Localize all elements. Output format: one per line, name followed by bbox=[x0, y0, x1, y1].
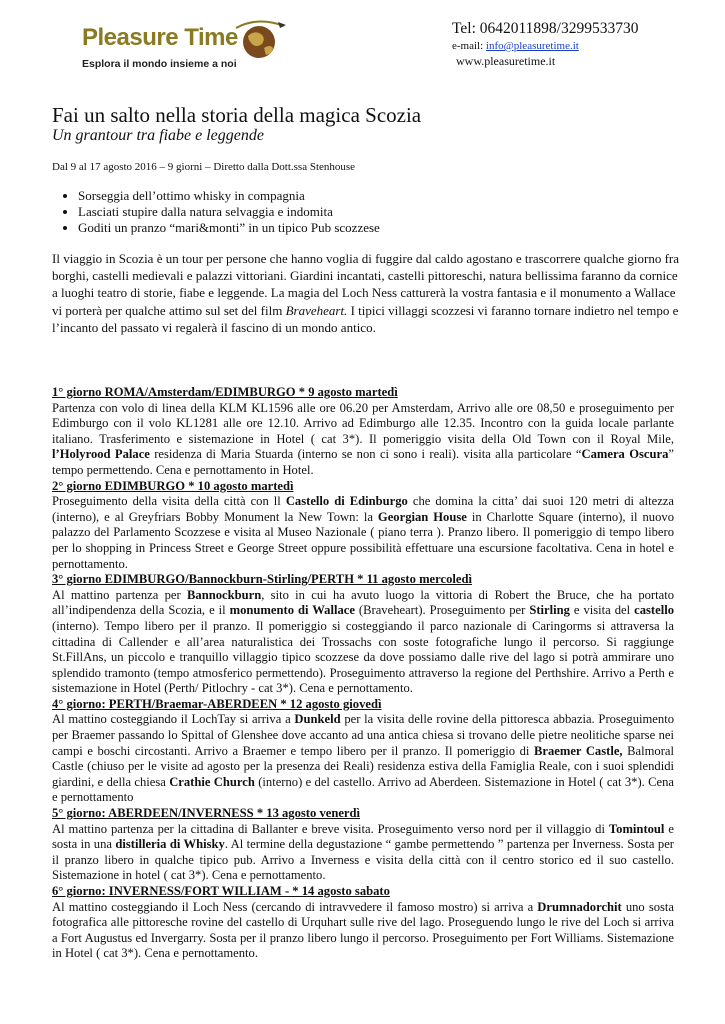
page-subtitle: Un grantour tra fiabe e leggende bbox=[52, 127, 264, 144]
trip-dates: Dal 9 al 17 agosto 2016 – 9 giorni – Diretto dalla Dott.ssa Stenhouse bbox=[52, 161, 356, 173]
day-6 bbox=[52, 884, 674, 962]
day-description: Al mattino costeggiando il Loch Ness (cercando di intravvedere il famoso mostro) si arriva a Drumnadorchit uno sosta fotografica alle pittoresche rovine del castello di Urquhart sulle rive del lago. Proseguendo lungo le rive del Loch si arriva a Fort Augustus ed Invergarry. Sosta per il pranzo libero lungo il percorso. Proseguimento per Fort Williams. Sistemazione in Hotel ( cat 3*). Cena e pernottamento. bbox=[52, 899, 675, 961]
day-description: Al mattino partenza per la cittadina di Ballanter e breve visita. Proseguimento verso nord per il villaggio di Tomintoul e sosta in una distilleria di Whisky. Al termine della degustazione “ gambe permettendo ” partenza per Inverness. Sosta per il pranzo libero in qualche tipico pub. Arrivo a Inverness e visita della città con il centro storico ed il suo castello. Sistemazione in hotel ( cat 3*). Cena e pernottamento. bbox=[52, 821, 674, 883]
email-label: e-mail: bbox=[452, 40, 486, 52]
list-item: • Sorseggia dell’ottimo whisky in compagnia bbox=[78, 188, 380, 204]
day-description: Proseguimento della visita della città con ll Castello di Edinburgo che domina la citta’ dai suoi 120 metri di altezza (interno), e al Greyfriars Bobby Monument la New Town: la Georgian House in Charlotte Square (interno), il nuovo palazzo del Parlamento Scozzese e visita al Museo Nazionale ( piano terra ). Pranzo libero. Il pomeriggio di tempo libero per lo shopping in Princess Street e George Street oppure possibilità effettuare una escursione facoltativa. Cena in hotel e pernottamento. bbox=[52, 494, 674, 571]
day-3 bbox=[52, 572, 674, 697]
intro-film-title: Braveheart. bbox=[285, 302, 348, 318]
day-4 bbox=[52, 697, 674, 806]
globe-airplane-icon bbox=[228, 18, 290, 62]
itinerary bbox=[52, 385, 674, 962]
day-5 bbox=[52, 806, 674, 884]
day-title: 2° giorno EDIMBURGO * 10 agosto martedì bbox=[52, 478, 294, 493]
day-title: 1° giorno ROMA/Amsterdam/EDIMBURGO * 9 agosto martedì bbox=[52, 385, 398, 399]
day-title: 4° giorno: PERTH/Braemar-ABERDEEN * 12 agosto giovedì bbox=[52, 696, 382, 711]
phone-number: Tel: 0642011898/3299533730 bbox=[452, 20, 639, 37]
day-title: 3° giorno EDIMBURGO/Bannockburn-Stirling/PERTH * 11 agosto mercoledì bbox=[52, 572, 472, 587]
day-description: Al mattino costeggiando il LochTay si arriva a Dunkeld per la visita delle rovine della pittoresca abbazia. Proseguimento per Braemer passando lo Spittal of Glenshee dove accanto ad una antica chiesa si trovano delle pietre neolitiche sparse nei campi e boschi circostanti. Arrivo a Braemer e tempo libero per il pranzo. Il pomeriggio di Braemer Castle, Balmoral Castle (chiuso per le visite ad agosto per la presenza dei Reali) residenza estiva della Famiglia Reale, con i suoi splendidi giardini, e della chiesa Crathie Church (interno) e del castello. Arrivo ad Aberdeen. Sistemazione in Hotel ( cat 3*). Cena e pernottamento bbox=[52, 712, 674, 805]
day-description: Partenza con volo di linea della KLM KL1596 alle ore 06.20 per Amsterdam, Arrivo alle ore 08,50 e proseguimento per Edimburgo con il volo KL1281 alle ore 12.10. Arrivo ad Edimburgo alle 12.35. Incontro con la guida locale parlante italiano. Trasferimento e sistemazione in Hotel ( cat 3*). Il pomeriggio visita della Old Town con il Royal Mile, l’Holyrood Palace residenza di Maria Stuarda (interno se non ci sono i reali). visita alla particolare “Camera Oscura” tempo permettendo. Cena e pernottamento in Hotel. bbox=[52, 400, 674, 477]
intro-text: Il viaggio in Scozia è un tour per persone che hanno voglia di fuggire dal caldo agostano e trascorrere qualche giorno fra borghi, castelli medievali e palazzi vittoriani. Giardini incantati, castelli pittoreschi, natura bellissima faranno da cornice a luoghi teatro di storie, fiabe e leggende. La magia del Loch Ness catturerà la vostra fantasia e il monumento a Wallace vi porterà per qualche attimo sul set del film bbox=[52, 251, 680, 318]
day-2 bbox=[52, 479, 674, 573]
website: www.pleasuretime.it bbox=[456, 54, 556, 68]
list-item: • Goditi un pranzo “mari&monti” in un tipico Pub scozzese bbox=[78, 220, 380, 236]
logo-text: Pleasure Time bbox=[82, 24, 238, 51]
page-title: Fai un salto nella storia della magica Scozia bbox=[52, 103, 422, 127]
day-1 bbox=[52, 385, 674, 479]
day-title: 5° giorno: ABERDEEN/INVERNESS * 13 agosto venerdì bbox=[52, 806, 361, 821]
intro-paragraph bbox=[52, 250, 682, 336]
day-description: Al mattino partenza per Bannockburn, sito in cui ha avuto luogo la vittoria di Robert the Bruce, che ha portato all’indipendenza della Scozia, e il monumento di Wallace (Braveheart). Proseguimento per Stirling e visita del castello (interno). Tempo libero per il pranzo. Il pomeriggio si costeggiando il parco nazionale di Caringorms si attraversa la cittadina di Callender e all’area naturalistica dei Trossachs con soste fotografiche lungo il percorso. Si raggiunge St.FillAns, un piccolo e tranquillo villaggio tipico scozzese da dove possiamo dalle rive del lago si potrà ammirare uno splendido tramonto (tempo atmosferico permettendo). Proseguimento attraverso la regione del Perthshire. Arrivo a Perth e sistemazione in Hotel (Perth/ Pitlochry - cat 3*). Cena e pernottamento. bbox=[52, 587, 675, 696]
contact-block bbox=[452, 20, 638, 69]
logo-slogan: Esplora il mondo insieme a noi bbox=[82, 58, 237, 70]
company-logo bbox=[78, 14, 298, 74]
email-link[interactable]: info@pleasuretime.it bbox=[485, 40, 579, 52]
day-title: 6° giorno: INVERNESS/FORT WILLIAM - * 14 agosto sabato bbox=[52, 884, 390, 898]
email-line bbox=[452, 40, 638, 52]
intro-text: I tipici villaggi scozzesi vi faranno tornare indietro nel tempo e l’incanto del passato vi regalerà il fascino di un mondo antico. bbox=[52, 302, 679, 335]
highlights-list bbox=[52, 188, 380, 236]
list-item: • Lasciati stupire dalla natura selvaggia e indomita bbox=[78, 204, 380, 220]
